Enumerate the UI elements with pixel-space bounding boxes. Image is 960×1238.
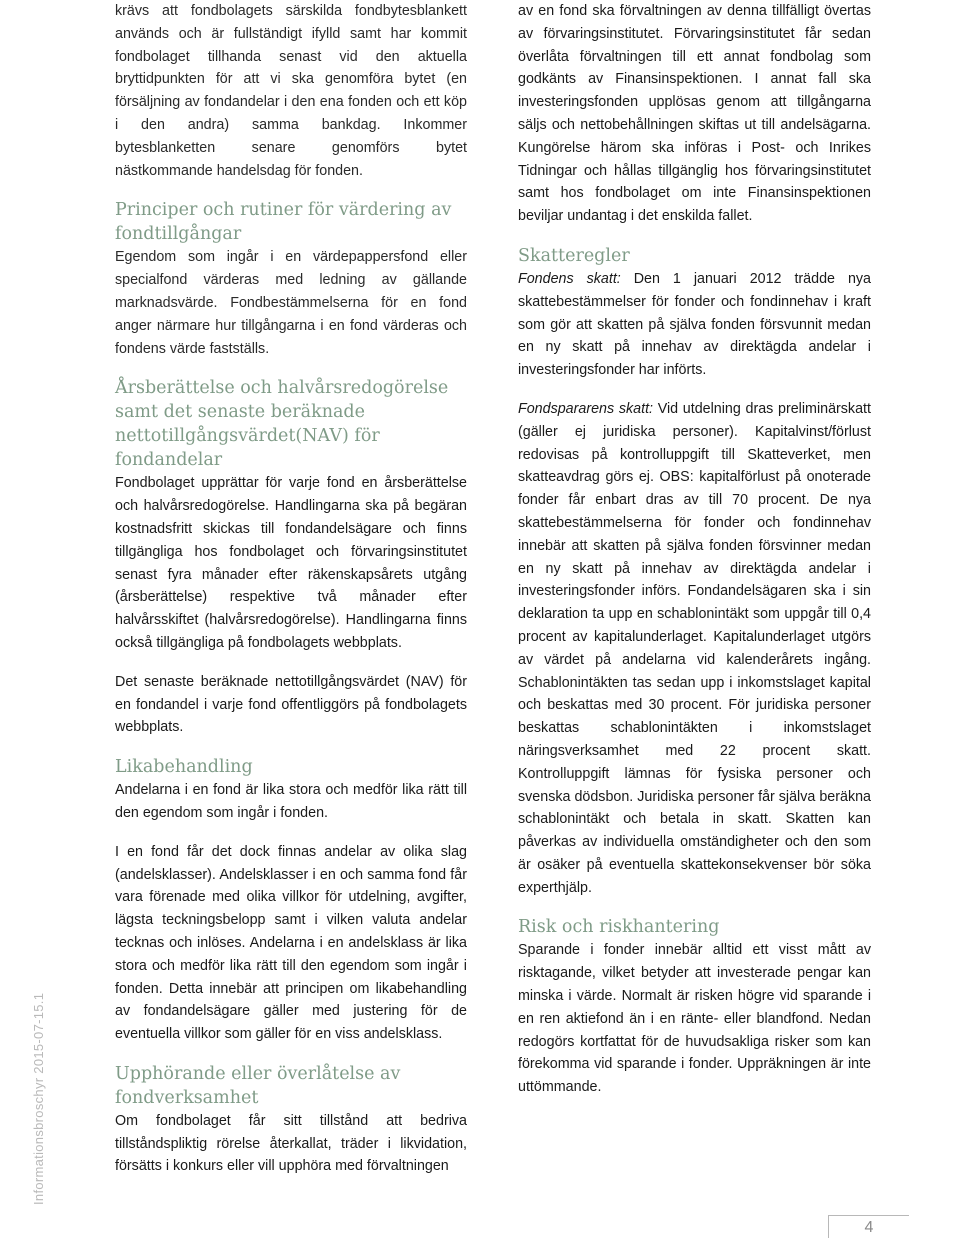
fund-tax-label: Fondens skatt: — [518, 270, 621, 287]
fund-tax-paragraph — [518, 268, 871, 382]
left-column — [115, 0, 467, 1178]
termination-continued-paragraph: av en fond ska förvaltningen av denna tillfälligt övertas av förvaringsinstitutet. Förvaringsinstitutet får sedan överlåta förvaltningen till ett annat fondbolag som godkänts av Finansinspektionen. I annat fall ska investeringsfonden upplösas genom att tillgångarna säljs och nettobehållningen skiftas ut till andelsägarna. Kungörelse härom ska införas i Post- och Inrikes Tidningar och hållas tillgänglig hos förvaringsinstitutet samt hos fondbolaget om inte Finansinspektionen beviljar undantag i det enskilda fallet. — [518, 3, 871, 225]
heading-termination: Upphörande eller överlåtelse av fondverksamhet — [115, 1063, 401, 1108]
heading-risk: Risk och riskhantering — [518, 917, 720, 938]
page-number-box — [828, 1215, 909, 1238]
fund-tax-text: Den 1 januari 2012 trädde nya skattebestämmelser för fonder och fondinnehav i kraft som gör att skatten på själva fonden försvunnit medan en ny skatt på innehav av direktägda andelar i investeringsfonder har införts. — [518, 270, 871, 379]
heading-equal-treatment: Likabehandling — [115, 757, 253, 778]
intro-paragraph: krävs att fondbolagets särskilda fondbytesblankett används och är fullständigt ifylld samt har kommit fondbolaget tillhanda senast vid den aktuella bryttidpunkten för att vi ska genomföra bytet (en försäljning av fondandelar i den ena fonden och ett köp i den andra) samma bankdag. Inkommer bytesblanketten senare genomförs bytet nästkommande handelsdag för fonden. — [115, 3, 467, 179]
equal-treatment-paragraph-1: Andelarna i en fond är lika stora och medför lika rätt till den egendom som ingår i fonden. — [115, 782, 467, 821]
heading-annual-reports: Årsberättelse och halvårsredogörelse samt det senaste beräknade nettotillgångsvärdet(NAV) för fondandelar — [115, 378, 449, 471]
saver-tax-paragraph — [518, 398, 871, 900]
document-version-label: Informationsbroschyr 2015-07-15.1 — [31, 992, 46, 1205]
nav-paragraph: Det senaste beräknade nettotillgångsvärdet (NAV) för en fondandel i varje fond offentliggörs på fondbolagets webbplats. — [115, 673, 467, 736]
heading-tax-rules: Skatteregler — [518, 245, 630, 266]
heading-valuation-principles: Principer och rutiner för värdering av fondtillgångar — [115, 200, 452, 245]
valuation-paragraph: Egendom som ingår i en värdepappersfond eller specialfond värderas med ledning av gällande marknadsvärde. Fondbestämmelserna för en fond anger närmare hur tillgångarna i en fond värderas och fondens värde fastställs. — [115, 249, 467, 357]
termination-paragraph: Om fondbolaget får sitt tillstånd att bedriva tillståndspliktig rörelse återkallat, träder i likvidation, försätts i konkurs eller vill upphöra med förvaltningen — [115, 1112, 467, 1175]
reports-paragraph: Fondbolaget upprättar för varje fond en årsberättelse och halvårsredogörelse. Handlingarna ska på begäran kostnadsfritt skickas till fondandelsägare och finns tillgängliga hos fondbolaget och förvaringsinstitutet senast fyra månader efter räkenskapsårets utgång (årsberättelse) respektive två månader efter halvårsskiftet (halvårsredogörelse). Handlingarna finns också tillgängliga på fondbolagets webbplats. — [115, 475, 467, 651]
page-number: 4 — [864, 1219, 874, 1236]
right-column — [518, 0, 871, 1099]
saver-tax-label: Fondspararens skatt: — [518, 400, 654, 417]
risk-paragraph: Sparande i fonder innebär alltid ett visst mått av risktagande, vilket betyder att investerade pengar kan minska i värde. Normalt är risken högre vid sparande i en ren aktiefond än i en ränte- eller blandfond. Nedan redogörs kortfattat för de huvudsakliga risker som kan förekomma vid sparande i fonder. Uppräkningen är inte uttömmande. — [518, 942, 871, 1096]
equal-treatment-paragraph-2: I en fond får det dock finnas andelar av olika slag (andelsklasser). Andelsklasser i en och samma fond får vara förenade med olika villkor för utdelning, avgifter, lägsta teckningsbelopp samt i vilken valuta andelar tecknas och inlöses. Andelarna i en andelsklass är lika stora och medför lika rätt till den egendom som ingår i fonden. Detta innebär att principen om likabehandling av fondandelsägare gäller med justering för de eventuella villkor som gäller för en viss andelsklass. — [115, 843, 467, 1043]
saver-tax-text: Vid utdelning dras preliminärskatt (gäller ej juridiska personer). Kapitalvinst/förlust redovisas på kontrolluppgift till Skatteverket, men skatteavdrag görs ej. OBS: kapitalförlust på onoterade fonder får enbart dras av till 70 procent. De nya skattebestämmelserna för fonder och fondinnehav innebär att skatten på själva fonden försvinner medan en ny skatt på innehav av direktägda andelar i investeringsfonder införs. Fondandelsägaren ska i sin deklaration ta upp en schablonintäkt som uppgår till 0,4 procent av kapitalunderlaget. Kapitalunderlaget utgörs av värdet på andelarna vid kalenderårets ingång. Schablonintäkten tas sedan upp i inkomstslaget kapital och beskattas med 30 procent. För juridiska personer beskattas schablonintäkten i inkomstslaget näringsverksamhet med 22 procent skatt. Kontrolluppgift lämnas för fysiska personer och svenska dödsbon. Juridiska personer får själva beräkna schablonintäkt och betala in skatt. Skatten kan påverkas av individuella omständigheter och den som är osäker på eventuella skattekonsekvenser bör söka experthjälp. — [518, 400, 871, 896]
